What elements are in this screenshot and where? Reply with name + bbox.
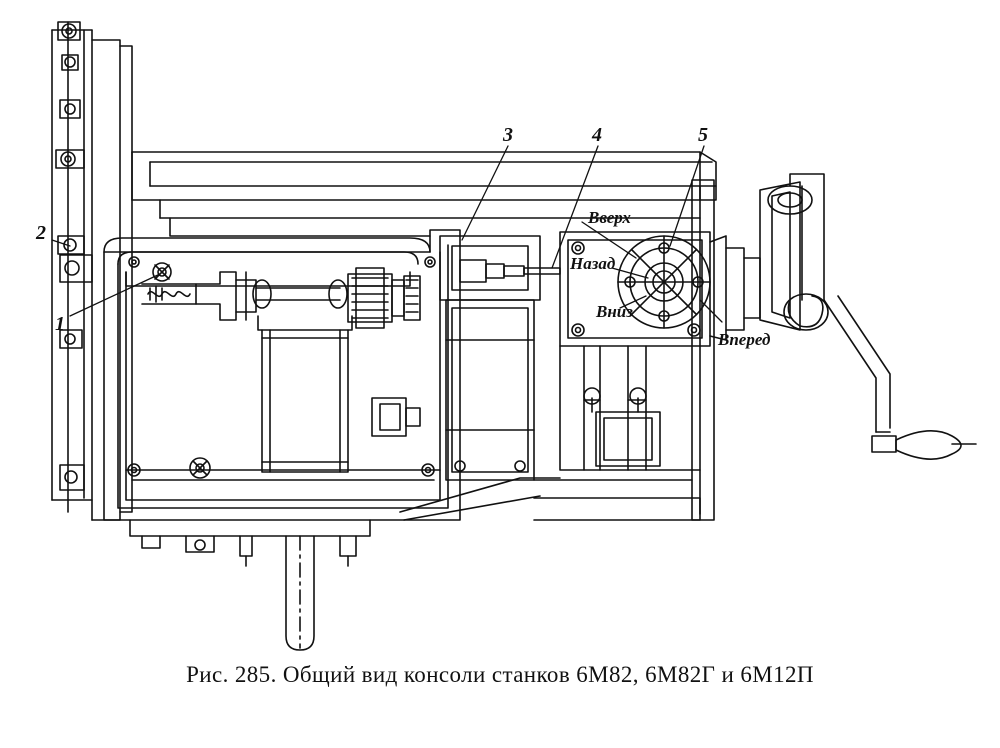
callout-1: 1 xyxy=(55,313,65,335)
lower-diagonal-tie xyxy=(400,478,560,520)
callout-3: 3 xyxy=(503,124,513,146)
left-column-guide xyxy=(52,22,132,520)
handwheel-crank xyxy=(760,174,976,459)
console-body xyxy=(104,230,460,520)
callout-4: 4 xyxy=(592,124,602,146)
direction-label-forward: Вперед xyxy=(718,330,771,349)
figure-caption: Рис. 285. Общий вид консоли станков 6М82, 6М82Г и 6М12П xyxy=(186,662,814,687)
direction-label-down: Вниз xyxy=(596,302,633,321)
direction-label-back: Назад xyxy=(570,254,616,273)
bottom-screw-shaft xyxy=(130,520,370,650)
callout-2: 2 xyxy=(36,222,46,244)
right-side-plate xyxy=(534,180,714,520)
callout-5: 5 xyxy=(698,124,708,146)
control-dial-box xyxy=(560,232,760,346)
leader-lines xyxy=(52,146,722,322)
inner-mechanism xyxy=(142,268,420,472)
center-housing-3 xyxy=(440,236,560,480)
direction-label-up: Вверх xyxy=(588,208,631,227)
